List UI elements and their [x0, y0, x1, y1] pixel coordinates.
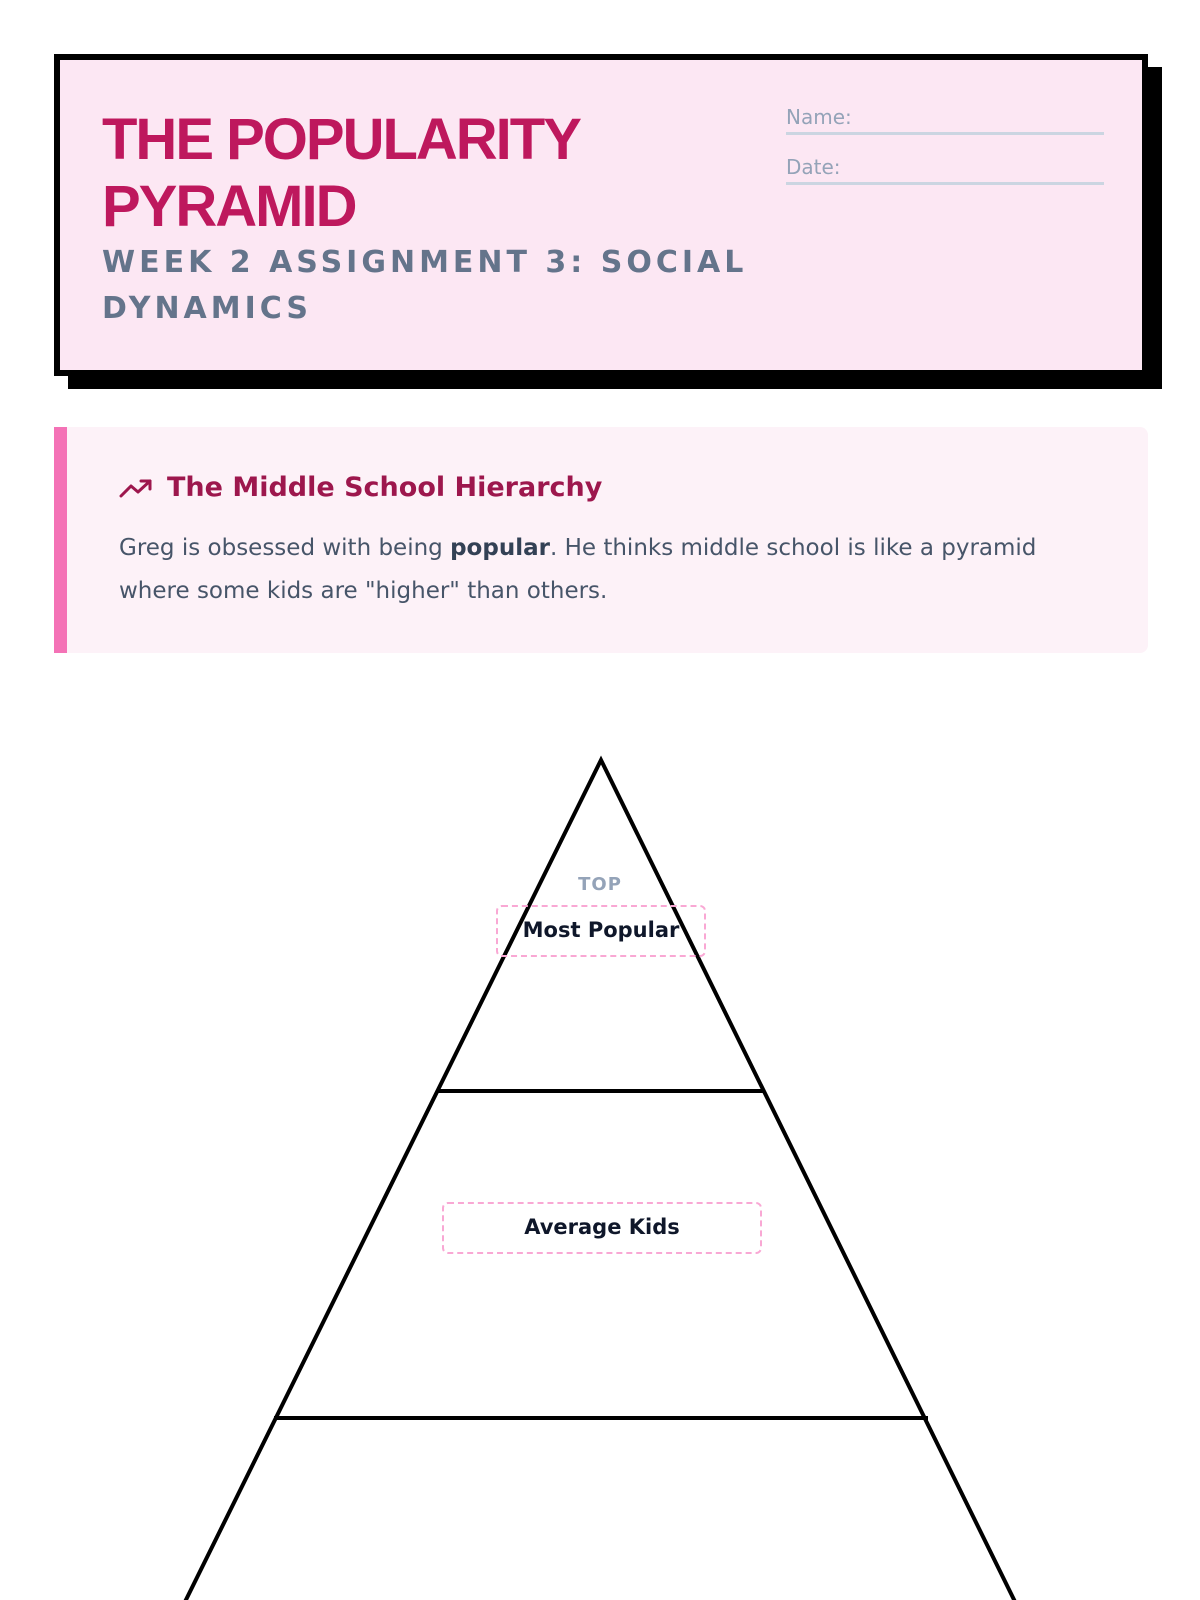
level-label-middle: Average Kids: [442, 1202, 762, 1254]
date-field-label: Date:: [786, 155, 841, 179]
callout-text-bold: popular: [450, 535, 550, 561]
callout-text: [119, 527, 1079, 613]
callout-heading-text: The Middle School Hierarchy: [167, 472, 603, 503]
name-field[interactable]: [786, 106, 1104, 135]
page-title: THE POPULARITY PYRAMID: [102, 107, 579, 239]
intro-callout: [54, 427, 1148, 653]
page-subtitle: WEEK 2 ASSIGNMENT 3: SOCIAL DYNAMICS: [102, 245, 748, 326]
level-label-top: Most Popular: [496, 905, 706, 957]
header-card: [54, 54, 1148, 376]
pyramid-top-tag: TOP: [578, 874, 622, 895]
date-field[interactable]: [786, 156, 1104, 185]
trending-up-icon: [119, 476, 153, 500]
callout-text-start: Greg is obsessed with being: [119, 535, 451, 561]
callout-text-end: . He thinks middle school is like a pyramid where some kids are "higher" than others.: [119, 535, 1037, 604]
name-field-label: Name:: [786, 105, 852, 129]
callout-heading: [119, 471, 602, 505]
